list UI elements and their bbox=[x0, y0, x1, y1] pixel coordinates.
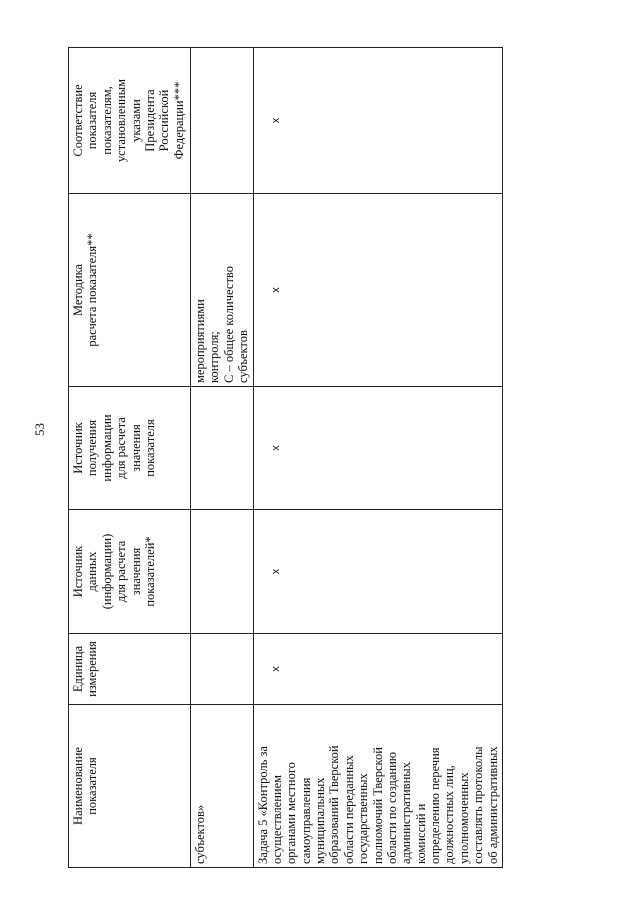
x-mark: x bbox=[269, 568, 282, 575]
header-info-source: Источник получения информации для расчета значения показателя bbox=[69, 387, 191, 510]
indicator-table-rotated bbox=[68, 48, 500, 868]
x-mark: x bbox=[269, 117, 282, 124]
task-5-compliance-cell bbox=[253, 48, 502, 194]
page-number: 53 bbox=[32, 423, 47, 436]
task-5-unit-cell bbox=[253, 634, 502, 705]
header-compliance: Соответствие показателя показателям, установленным указами Президента Российской Федерации*** bbox=[69, 48, 191, 194]
header-method: Методика расчета показателя** bbox=[69, 194, 191, 387]
empty-cell bbox=[191, 510, 254, 634]
x-mark: x bbox=[269, 287, 282, 293]
empty-cell bbox=[191, 387, 254, 510]
empty-cell bbox=[191, 48, 254, 194]
continuation-name-cell: субъектов» bbox=[191, 705, 254, 868]
header-unit: Единица измерения bbox=[69, 634, 191, 705]
header-indicator-name: Наименование показателя bbox=[69, 705, 191, 868]
task-5-method-cell bbox=[253, 194, 502, 387]
header-row bbox=[69, 48, 191, 868]
task-5-name-cell: Задача 5 «Контроль за осуществлением органами местного самоуправления муниципальных образований Тверской области переданных государственных полномочий Тверской области по созданию административных комиссий и определению перечня должностных лиц, уполномоченных составлять протоколы об административных bbox=[253, 705, 502, 868]
header-data-source: Источник данных (информации) для расчета значения показателей* bbox=[69, 510, 191, 634]
task-5-data-source-cell bbox=[253, 510, 502, 634]
x-mark: x bbox=[269, 666, 282, 672]
indicator-table bbox=[68, 47, 503, 868]
empty-cell bbox=[191, 634, 254, 705]
continuation-row bbox=[191, 48, 254, 868]
continuation-method-cell: мероприятиями контроля; С – общее количество субъектов bbox=[191, 194, 254, 387]
x-mark: x bbox=[269, 445, 282, 451]
task-5-row bbox=[253, 48, 502, 868]
task-5-info-source-cell bbox=[253, 387, 502, 510]
